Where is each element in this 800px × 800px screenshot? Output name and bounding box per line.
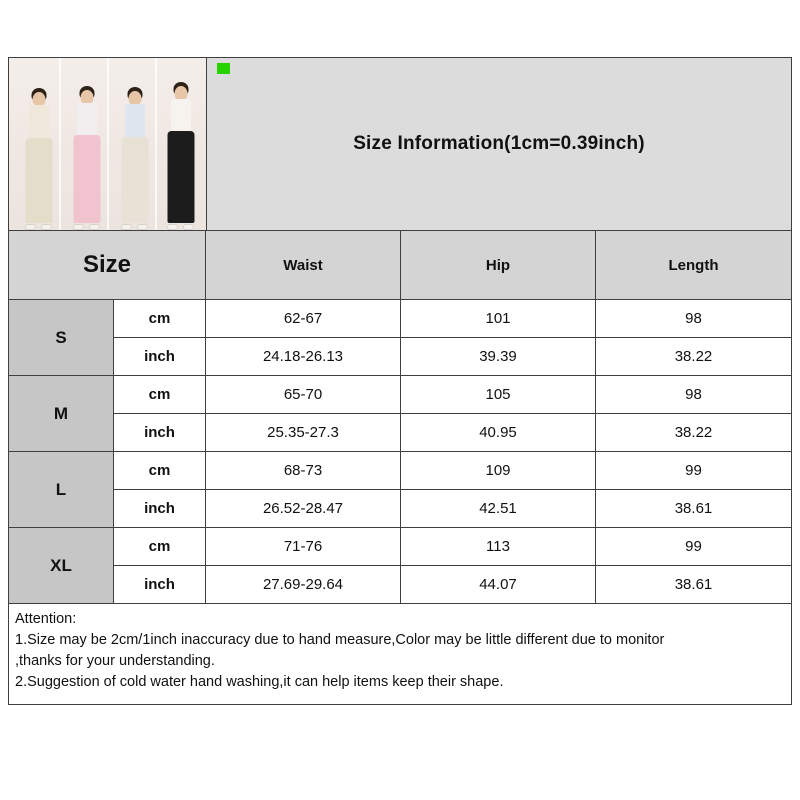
value-waist-cm: 62-67 (206, 300, 401, 337)
title-cell (207, 58, 791, 230)
green-marker-icon (217, 63, 230, 74)
value-length-cm: 98 (685, 386, 702, 403)
measure-row-cm (114, 300, 791, 338)
model-figure-2 (65, 80, 109, 230)
measure-row-cm (114, 452, 791, 490)
photo-divider-3 (155, 58, 157, 230)
unit-label-cm: cm (114, 300, 206, 337)
shoe-right (41, 224, 52, 230)
size-chart-table (8, 57, 792, 705)
photo-divider-2 (107, 58, 109, 230)
column-header-row (9, 231, 791, 300)
column-header-hip: Hip (401, 231, 596, 299)
value-hip-inch: 39.39 (401, 338, 596, 375)
size-group-rows-l (114, 452, 791, 527)
table-row (9, 528, 791, 604)
value-length-cm: 99 (685, 538, 702, 555)
value-hip-inch: 44.07 (401, 566, 596, 603)
unit-label-cm: cm (114, 376, 206, 413)
size-group-rows-xl (114, 528, 791, 603)
product-photo-cell (9, 58, 207, 230)
value-waist-cm: 65-70 (206, 376, 401, 413)
pants-garment (122, 137, 149, 223)
chart-title: Size Information(1cm=0.39inch) (353, 133, 645, 154)
table-row (9, 300, 791, 376)
measure-row-cm (114, 528, 791, 566)
value-hip-cm: 101 (401, 300, 596, 337)
value-length-inch: 38.22 (674, 424, 713, 441)
shoe-left (121, 224, 132, 230)
value-hip-inch: 40.95 (401, 414, 596, 451)
shoe-right (137, 224, 148, 230)
unit-label-inch: inch (114, 490, 206, 527)
value-waist-cm: 68-73 (206, 452, 401, 489)
value-hip-cm: 113 (401, 528, 596, 565)
shoe-left (25, 224, 36, 230)
chart-header-row (9, 58, 791, 231)
model-figure-3 (113, 80, 157, 230)
value-waist-cm: 71-76 (206, 528, 401, 565)
unit-label-inch: inch (114, 338, 206, 375)
unit-label-cm: cm (114, 452, 206, 489)
attention-heading: Attention: (15, 611, 77, 627)
pants-garment (168, 131, 195, 223)
value-hip-cm: 109 (401, 452, 596, 489)
value-length-cm: 99 (685, 462, 702, 479)
measure-row-inch (114, 338, 791, 375)
value-length-cm: 98 (685, 310, 702, 327)
unit-label-inch: inch (114, 414, 206, 451)
shoe-left (73, 224, 84, 230)
top-garment (171, 99, 191, 133)
unit-label-cm: cm (114, 528, 206, 565)
size-label-m: M (9, 376, 114, 451)
value-waist-inch: 26.52-28.47 (206, 490, 401, 527)
unit-label-inch: inch (114, 566, 206, 603)
shoe-right (183, 224, 194, 230)
top-garment (77, 103, 97, 137)
pants-garment (74, 135, 101, 223)
size-label-l: L (9, 452, 114, 527)
size-label-s: S (9, 300, 114, 375)
value-hip-inch: 42.51 (401, 490, 596, 527)
shoe-right (89, 224, 100, 230)
model-figure-1 (17, 80, 61, 230)
value-length-inch: 38.61 (674, 576, 713, 593)
top-garment (29, 105, 49, 141)
measure-row-inch (114, 566, 791, 603)
shoe-left (167, 224, 178, 230)
value-waist-inch: 25.35-27.3 (206, 414, 401, 451)
size-group-rows-m (114, 376, 791, 451)
size-label-xl: XL (9, 528, 114, 603)
column-header-waist: Waist (206, 231, 401, 299)
table-row (9, 376, 791, 452)
measure-row-cm (114, 376, 791, 414)
value-waist-inch: 24.18-26.13 (206, 338, 401, 375)
size-group-rows-s (114, 300, 791, 375)
measure-row-inch (114, 414, 791, 451)
model-figure-4 (159, 78, 203, 230)
top-garment (125, 104, 145, 139)
attention-line-2: ,thanks for your understanding. (15, 653, 215, 670)
attention-block (9, 604, 791, 704)
column-header-size: Size (9, 231, 206, 299)
measure-row-inch (114, 490, 791, 527)
value-hip-cm: 105 (401, 376, 596, 413)
column-header-length: Length (668, 256, 719, 274)
pants-garment (26, 138, 53, 223)
attention-line-3: 2.Suggestion of cold water hand washing,it can help items keep their shape. (15, 674, 504, 691)
value-length-inch: 38.61 (674, 500, 713, 517)
photo-divider-1 (59, 58, 61, 230)
attention-line-1: 1.Size may be 2cm/1inch inaccuracy due to hand measure,Color may be little different due to monitor (15, 632, 665, 649)
table-row (9, 452, 791, 528)
value-waist-inch: 27.69-29.64 (206, 566, 401, 603)
value-length-inch: 38.22 (674, 348, 713, 365)
